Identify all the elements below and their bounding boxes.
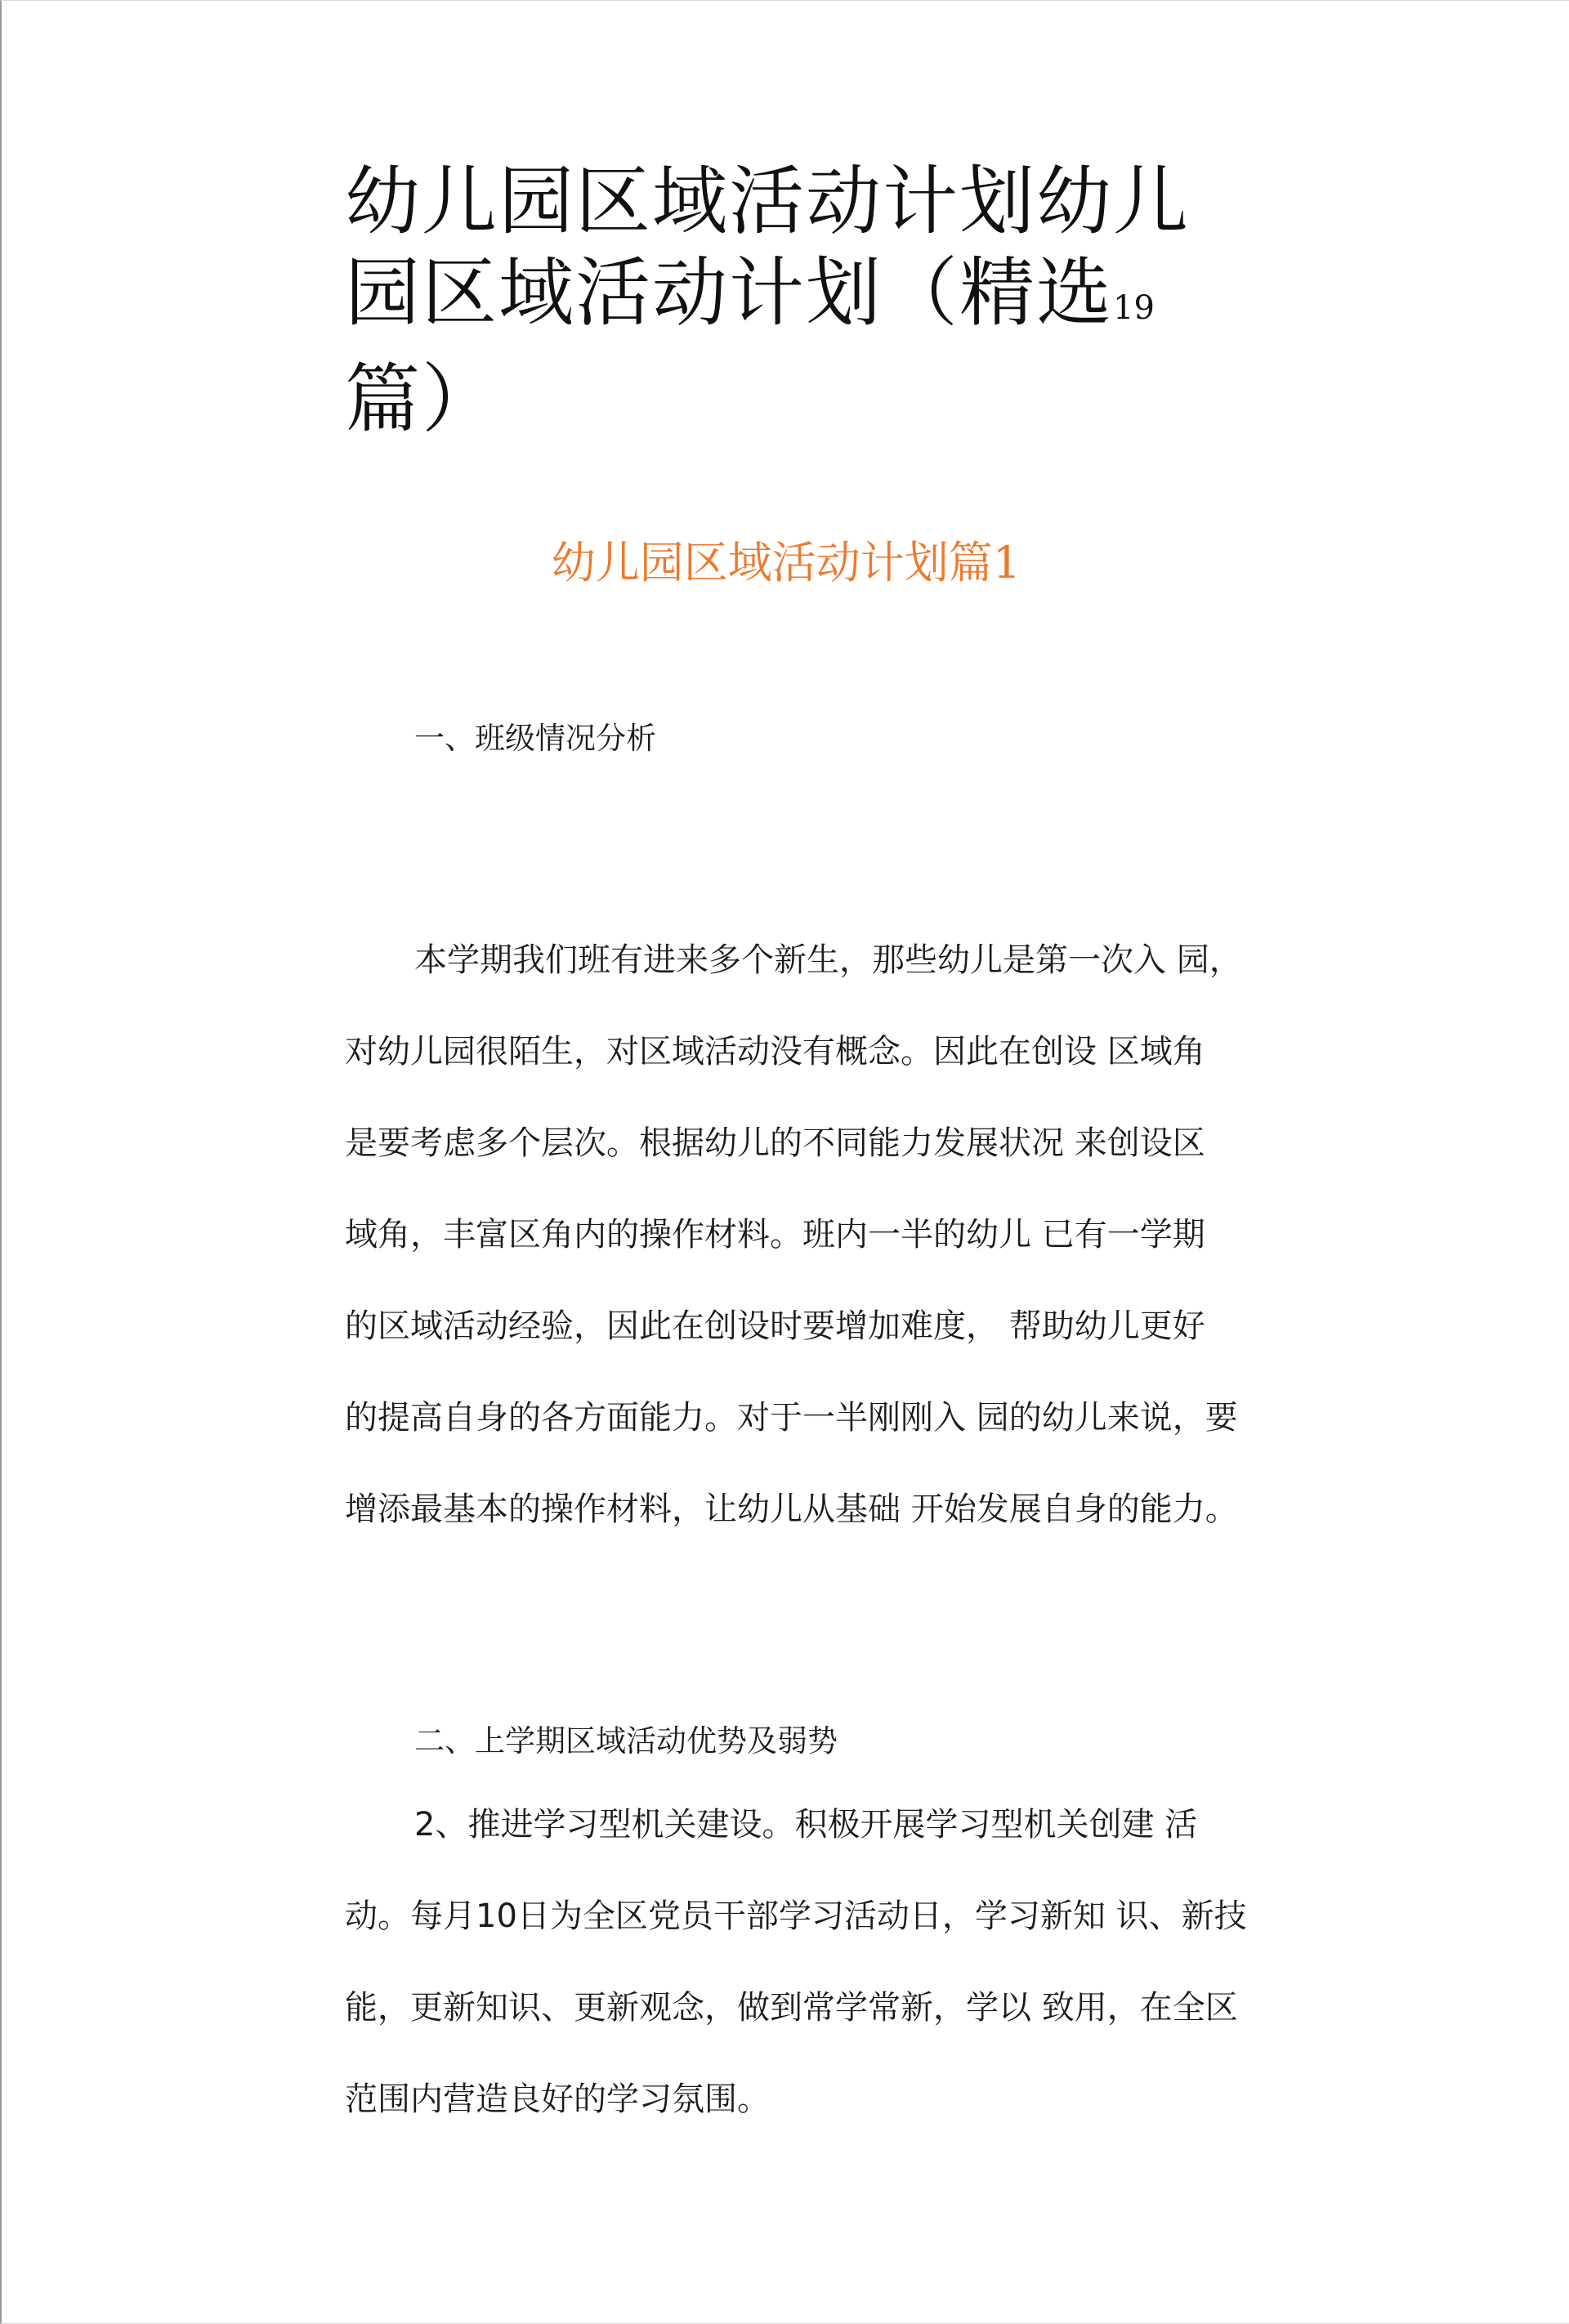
paragraph-line: 2、推进学习型机关建设。积极开展学习型机关创建 活	[414, 1806, 1198, 1844]
section-title: 幼儿园区域活动计划篇1	[551, 537, 1021, 588]
section-heading-class-analysis: 一、班级情况分析	[414, 721, 656, 756]
paragraph-line: 范围内营造良好的学习氛围。	[345, 2080, 770, 2118]
title-count: 19	[1113, 289, 1155, 327]
paragraph-line: 对幼儿园很陌生，对区域活动没有概念。因此在创设 区域角	[345, 1033, 1205, 1070]
paragraph-line: 本学期我们班有进来多个新生，那些幼儿是第一次入 园，	[414, 941, 1242, 979]
paragraph-line: 动。每月10日为全区党员干部学习活动日，学习新知 识、新技	[345, 1897, 1247, 1935]
title-line-3: 篇）	[345, 355, 499, 443]
paragraph-line: 的区域活动经验，因此在创设时要增加难度， 帮助幼儿更好	[345, 1307, 1205, 1345]
document-title	[345, 156, 1211, 445]
title-line-2: 园区域活动计划（精选	[345, 249, 1114, 337]
paragraph-line: 增添最基本的操作材料，让幼儿从基础 开始发展自身的能力。	[345, 1490, 1238, 1528]
paragraph-line: 的提高自身的各方面能力。对于一半刚刚入 园的幼儿来说，要	[345, 1399, 1238, 1437]
paragraph-line: 能，更新知识、更新观念，做到常学常新，学以 致用，在全区	[345, 1989, 1238, 2027]
title-line-1: 幼儿园区域活动计划幼儿	[345, 158, 1191, 245]
paragraph-line: 是要考虑多个层次。根据幼儿的不同能力发展状况 来创设区	[345, 1124, 1205, 1162]
section-heading-strengths-weaknesses: 二、上学期区域活动优势及弱势	[414, 1723, 838, 1759]
paragraph-line: 域角，丰富区角内的操作材料。班内一半的幼儿 已有一学期	[345, 1216, 1205, 1254]
